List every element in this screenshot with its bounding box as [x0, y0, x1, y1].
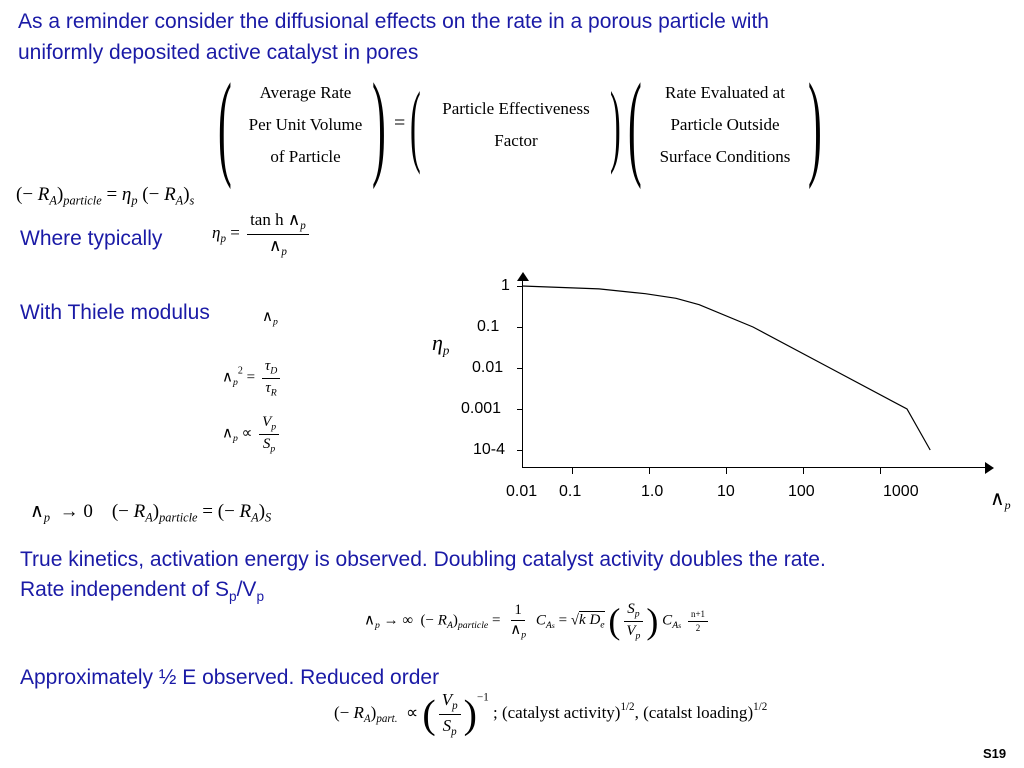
y-axis-line	[522, 278, 523, 468]
rate-effectiveness-equation: (− $R_A)_{particle} = \eta_p$ (− $R_A)_s$	[16, 184, 195, 208]
small-thiele-limit: $\wedge_p \to 0$ (− $R_A)_{particle}$ = (− $R_A)_S$	[30, 501, 272, 525]
word-eq-left-line-2: Per Unit Volume	[248, 115, 363, 134]
y-tick-label: 0.001	[461, 400, 502, 417]
y-tick-label: 0.01	[472, 359, 504, 376]
x-tick-label: 1000	[883, 483, 919, 500]
tanh-text: tan h	[250, 210, 284, 229]
y-tick-label: 1	[501, 277, 510, 294]
right-paren-open: (	[628, 59, 642, 190]
particle-subscript: particle	[63, 193, 102, 208]
where-typically-label: Where typically	[20, 227, 163, 250]
rate-independent-text: Rate independent of S	[20, 578, 229, 601]
word-eq-left-line-3: of Particle	[270, 147, 341, 166]
word-eq-right	[638, 77, 812, 173]
y-tick-label: 10-4	[473, 441, 506, 458]
word-eq-right-line-2: Particle Outside	[670, 115, 780, 134]
left-paren-open: (	[218, 59, 232, 190]
vp-subscript: p	[256, 588, 265, 604]
thiele-squared-formula: $\wedge_p^2$ = $\frac{\tau_D}{\tau_R}$	[222, 358, 283, 398]
middle-paren-close: )	[610, 73, 621, 175]
thiele-label: With Thiele modulus	[20, 301, 210, 324]
eta-tanh-formula: $\eta_p$ = $\frac{\tan h \wedge_p}{\wedge_p}$	[212, 210, 312, 258]
true-kinetics-line-2	[20, 578, 264, 604]
word-eq-right-line-1: Rate Evaluated at	[665, 83, 785, 102]
bottom-proportionality-formula: (− $R_A)_{part.}$ ∝ ( $\frac{V_p}{S_p}$ )$^{-1}$ ; (catalyst activity)$^{1/2}$, (catalst loading)$^{1/2}$	[334, 690, 768, 738]
x-tick	[803, 467, 804, 474]
x-axis-line	[522, 467, 987, 468]
effectiveness-curve-line	[522, 286, 930, 450]
loading-exponent: 1/2	[753, 701, 768, 714]
x-tick	[572, 467, 573, 474]
approximately-text: Approximately ½ E observed. Reduced order	[20, 666, 440, 689]
left-paren-close: )	[372, 59, 386, 190]
x-tick-label: 10	[717, 483, 735, 500]
y-tick	[517, 327, 522, 328]
word-eq-left	[228, 77, 383, 173]
word-eq-middle-line-2: Factor	[494, 131, 538, 150]
catalyst-activity-text: catalyst activity	[507, 702, 615, 722]
y-tick	[517, 409, 522, 410]
thiele-symbol: $\wedge_p$	[262, 309, 278, 328]
y-axis-title: $\eta_p$	[432, 330, 450, 358]
part-subscript: part.	[376, 712, 398, 725]
x-tick	[726, 467, 727, 474]
activity-exponent: 1/2	[620, 701, 635, 714]
y-tick-label: 0.1	[477, 318, 500, 335]
y-tick	[517, 286, 522, 287]
exponent-2: 2	[695, 622, 701, 633]
sp-subscript: p	[229, 588, 237, 604]
large-thiele-limit: $\wedge_p$ → ∞ (− $R_A)_{particle}$ = $\frac{1}{\wedge_p}$ $C_{As} = √k$ $D_e$ ( $\frac{S_p}{V_p}$ ) $C_{As}$ $\frac{n+1}{2}$	[364, 600, 711, 642]
x-tick-label: 100	[788, 483, 815, 500]
x-tick	[880, 467, 881, 474]
vp-text: /V	[236, 578, 257, 601]
word-eq-equals: =	[394, 112, 406, 134]
y-axis-arrow	[517, 272, 529, 281]
y-tick	[517, 450, 522, 451]
y-tick	[517, 368, 522, 369]
x-tick-label: 0.01	[506, 483, 538, 500]
thiele-proportional-formula: $\wedge_p$ ∝ $\frac{V_p}{S_p}$	[222, 414, 282, 454]
word-eq-left-line-1: Average Rate	[259, 83, 352, 102]
catalyst-loading-text: catalst loading	[648, 702, 748, 722]
word-eq-right-line-3: Surface Conditions	[659, 147, 791, 166]
x-axis-title: $\wedge_p$	[990, 488, 1011, 513]
word-eq-middle-line-1: Particle Effectiveness	[442, 99, 590, 118]
exponent-neg-1: −1	[476, 691, 489, 704]
true-kinetics-line-1: True kinetics, activation energy is observed. Doubling catalyst activity doubles the rate.	[20, 548, 826, 571]
slide-number: S19	[983, 746, 1007, 761]
right-paren-close: )	[808, 59, 822, 190]
x-tick	[649, 467, 650, 474]
x-axis-arrow	[985, 462, 994, 474]
x-tick-label: 1.0	[641, 483, 664, 500]
intro-line-1: As a reminder consider the diffusional effects on the rate in a porous particle with	[18, 10, 769, 33]
x-tick-label: 0.1	[559, 483, 582, 500]
word-eq-middle	[418, 93, 614, 157]
exponent-n-plus-1: n+1	[688, 609, 708, 621]
intro-line-2: uniformly deposited active catalyst in pores	[18, 41, 419, 64]
middle-paren-open: (	[410, 73, 421, 175]
